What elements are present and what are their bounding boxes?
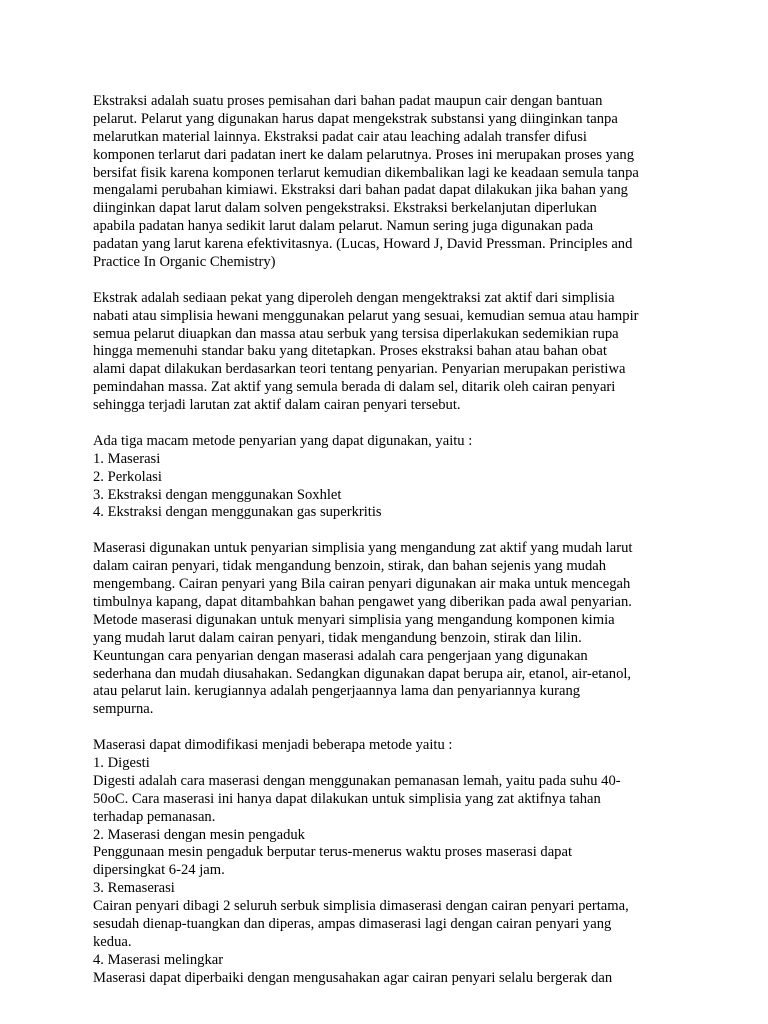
text-line: mengalami perubahan kimiawi. Ekstraksi dari bahan padat dapat dilakukan jika bahan yang xyxy=(93,182,628,199)
text-line: Ada tiga macam metode penyarian yang dapat digunakan, yaitu : xyxy=(93,432,473,449)
text-line: diinginkan dapat larut dalam solven pengekstraksi. Ekstraksi berkelanjutan diperlukan xyxy=(93,200,597,217)
text-line: semua pelarut diuapkan dan massa atau serbuk yang tersisa diperlakukan sedemikian rupa xyxy=(93,325,619,342)
list-item: 3. Ekstraksi dengan menggunakan Soxhlet xyxy=(93,486,342,503)
text-line: Maserasi dapat diperbaiki dengan mengusahakan agar cairan penyari selalu bergerak dan xyxy=(93,969,613,986)
paragraph-maserasi-modifikasi xyxy=(93,737,693,987)
document-page xyxy=(93,93,693,988)
text-line: Practice In Organic Chemistry) xyxy=(93,254,276,271)
text-line: hingga memenuhi standar baku yang ditetapkan. Proses ekstraksi bahan atau bahan obat xyxy=(93,343,607,360)
text-line: yang mudah larut dalam cairan penyari, tidak mengandung benzoin, stirak dan lilin. xyxy=(93,629,582,646)
text-line: padatan yang larut karena efektivitasnya. (Lucas, Howard J, David Pressman. Principles and xyxy=(93,236,633,253)
text-line: Keuntungan cara penyarian dengan maserasi adalah cara pengerjaan yang digunakan xyxy=(93,647,588,664)
text-line: 50oC. Cara maserasi ini hanya dapat dilakukan untuk simplisia yang zat aktifnya tahan xyxy=(93,790,601,807)
paragraph-maserasi xyxy=(93,540,693,719)
list-item: 1. Maserasi xyxy=(93,450,161,467)
paragraph-gap xyxy=(93,522,693,540)
text-line: terhadap pemanasan. xyxy=(93,808,216,825)
list-item: 2. Perkolasi xyxy=(93,468,162,485)
text-line: melarutkan material lainnya. Ekstraksi padat cair atau leaching adalah transfer difusi xyxy=(93,128,587,145)
text-line: sempurna. xyxy=(93,701,154,718)
text-line: apabila padatan hanya sedikit larut dalam pelarut. Namun sering juga digunakan pada xyxy=(93,218,594,235)
text-line: nabati atau simplisia hewani menggunakan pelarut yang sesuai, kemudian semua atau hampir xyxy=(93,307,639,324)
text-line: Penggunaan mesin pengaduk berputar terus-menerus waktu proses maserasi dapat xyxy=(93,844,573,861)
text-line: pelarut. Pelarut yang digunakan harus dapat mengekstrak substansi yang diinginkan tanpa xyxy=(93,110,618,127)
text-line: Maserasi dapat dimodifikasi menjadi beberapa metode yaitu : xyxy=(93,737,453,754)
list-item: 3. Remaserasi xyxy=(93,880,175,897)
text-line: Ekstraksi adalah suatu proses pemisahan dari bahan padat maupun cair dengan bantuan xyxy=(93,93,603,109)
paragraph-metode-list xyxy=(93,433,693,522)
text-line: sederhana dan mudah diusahakan. Sedangkan digunakan dapat berupa air, etanol, air-etanol, xyxy=(93,665,632,682)
text-line: Ekstrak adalah sediaan pekat yang diperoleh dengan mengektraksi zat aktif dari simplisia xyxy=(93,289,615,306)
text-line: bersifat fisik karena komponen terlarut kemudian dikembalikan lagi ke keadaan semula tanpa xyxy=(93,164,639,181)
list-item: 1. Digesti xyxy=(93,754,150,771)
text-line: alami dapat dilakukan berdasarkan teori tentang penyarian. Penyarian merupakan peristiwa xyxy=(93,361,626,378)
text-line: mengembang. Cairan penyari yang Bila cairan penyari digunakan air maka untuk mencegah xyxy=(93,576,631,593)
paragraph-gap xyxy=(93,272,693,290)
text-line: dalam cairan penyari, tidak mengandung benzoin, stirak, dan bahan sejenis yang mudah xyxy=(93,558,607,575)
text-line: sesudah dienap-tuangkan dan diperas, ampas dimaserasi lagi dengan cairan penyari yang xyxy=(93,915,612,932)
text-line: Maserasi digunakan untuk penyarian simplisia yang mengandung zat aktif yang mudah larut xyxy=(93,540,633,557)
text-line: pemindahan massa. Zat aktif yang semula berada di dalam sel, ditarik oleh cairan penyari xyxy=(93,379,616,396)
text-line: Metode maserasi digunakan untuk menyari simplisia yang mengandung komponen kimia xyxy=(93,611,615,628)
list-item: 4. Maserasi melingkar xyxy=(93,951,224,968)
paragraph-gap xyxy=(93,415,693,433)
text-line: dipersingkat 6-24 jam. xyxy=(93,862,225,879)
text-line: Digesti adalah cara maserasi dengan menggunakan pemanasan lemah, yaitu pada suhu 40- xyxy=(93,772,621,789)
text-line: atau pelarut lain. kerugiannya adalah pengerjaannya lama dan penyariannya kurang xyxy=(93,683,581,700)
list-item: 4. Ekstraksi dengan menggunakan gas superkritis xyxy=(93,504,382,521)
text-line: Cairan penyari dibagi 2 seluruh serbuk simplisia dimaserasi dengan cairan penyari pertama, xyxy=(93,898,629,915)
text-line: sehingga terjadi larutan zat aktif dalam cairan penyari tersebut. xyxy=(93,397,461,414)
text-line: komponen terlarut dari padatan inert ke dalam pelarutnya. Proses ini merupakan proses yang xyxy=(93,146,635,163)
list-item: 2. Maserasi dengan mesin pengaduk xyxy=(93,826,305,843)
text-line: kedua. xyxy=(93,933,132,950)
paragraph-ekstraksi xyxy=(93,93,693,272)
paragraph-gap xyxy=(93,719,693,737)
text-line: timbulnya kapang, dapat ditambahkan bahan pengawet yang diberikan pada awal penyarian. xyxy=(93,593,632,610)
paragraph-ekstrak xyxy=(93,290,693,415)
